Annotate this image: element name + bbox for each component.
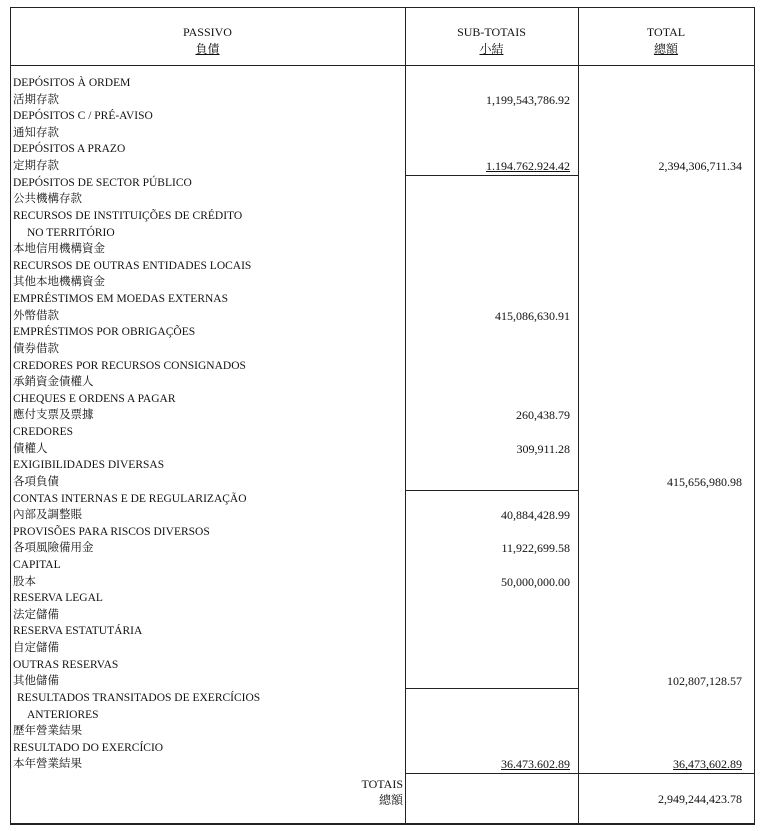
subtotal-value: 415,086,630.91 bbox=[495, 308, 570, 323]
row-label: 本年營業結果 bbox=[13, 758, 82, 771]
row-label: CREDORES bbox=[13, 426, 74, 439]
row-label: CAPITAL bbox=[13, 558, 61, 571]
row-label: 債權人 bbox=[13, 442, 48, 455]
row-label: RECURSOS DE OUTRAS ENTIDADES LOCAIS bbox=[13, 259, 252, 272]
subtotal-value: 309,911.28 bbox=[516, 441, 570, 456]
row-label: 承銷資金債權人 bbox=[13, 376, 94, 389]
subtotal-divider bbox=[405, 688, 579, 689]
subtotal-divider bbox=[405, 175, 579, 176]
row-label: EMPRÉSTIMOS EM MOEDAS EXTERNAS bbox=[13, 293, 229, 306]
table-top-border bbox=[10, 7, 755, 8]
row-label: 活期存款 bbox=[13, 93, 59, 106]
row-label: 公共機構存款 bbox=[13, 193, 82, 206]
subtotal-value: 1.194.762.924.42 bbox=[486, 159, 570, 174]
subtotal-column-divider bbox=[405, 7, 406, 824]
total-value: 415,656,980.98 bbox=[667, 474, 742, 489]
header-total bbox=[578, 24, 754, 58]
row-label: 各項負債 bbox=[13, 475, 59, 488]
row-label: EMPRÉSTIMOS POR OBRIGAÇÕES bbox=[13, 326, 196, 339]
row-label: 通知存款 bbox=[13, 126, 59, 139]
header-passivo bbox=[10, 24, 405, 58]
total-value: 102,807,128.57 bbox=[667, 674, 742, 689]
row-label: EXIGIBILIDADES DIVERSAS bbox=[13, 459, 165, 472]
row-label: RECURSOS DE INSTITUIÇÕES DE CRÉDITO bbox=[13, 209, 243, 222]
row-label: CONTAS INTERNAS E DE REGULARIZAÇÃO bbox=[13, 492, 247, 505]
row-label: DEPÓSITOS A PRAZO bbox=[13, 143, 126, 156]
row-label: RESERVA ESTATUTÁRIA bbox=[13, 625, 143, 638]
row-label: 其他本地機構資金 bbox=[13, 276, 105, 289]
row-label: 應付支票及票據 bbox=[13, 409, 94, 422]
totals-label-zh: 總額 bbox=[378, 793, 403, 807]
header-subtotais-pt: SUB-TOTAIS bbox=[457, 25, 526, 39]
row-label: 債券借款 bbox=[13, 342, 59, 355]
table-right-border bbox=[754, 7, 755, 824]
row-label: NO TERRITÓRIO bbox=[27, 226, 115, 239]
row-label: 外幣借款 bbox=[13, 309, 59, 322]
row-label: 各項風險備用金 bbox=[13, 542, 94, 555]
header-bottom-border bbox=[10, 65, 755, 66]
subtotal-value: 50,000,000.00 bbox=[501, 574, 570, 589]
subtotal-value: 40,884,428.99 bbox=[501, 508, 570, 523]
row-label: DEPÓSITOS DE SECTOR PÚBLICO bbox=[13, 176, 192, 189]
row-label: DEPÓSITOS À ORDEM bbox=[13, 77, 131, 89]
header-passivo-zh: 負債 bbox=[195, 42, 220, 56]
row-label: ANTERIORES bbox=[27, 708, 99, 721]
grand-total-value: 2,949,244,423.78 bbox=[658, 792, 742, 806]
total-value: 2,394,306,711.34 bbox=[658, 159, 742, 174]
row-label: 內部及調整賬 bbox=[13, 509, 82, 522]
row-label: RESERVA LEGAL bbox=[13, 592, 103, 605]
subtotal-value: 1,199,543,786.92 bbox=[486, 92, 570, 107]
totals-label bbox=[362, 776, 403, 808]
totals-label-pt: TOTAIS bbox=[361, 777, 403, 791]
subtotal-value: 260,438.79 bbox=[516, 408, 570, 423]
table-bottom-border bbox=[10, 823, 755, 825]
total-value: 36,473,602.89 bbox=[673, 757, 742, 772]
row-label: 定期存款 bbox=[13, 160, 59, 173]
row-label: 法定儲備 bbox=[13, 608, 59, 621]
row-label: 歷年營業結果 bbox=[13, 725, 82, 738]
row-label: DEPÓSITOS C / PRÉ-AVISO bbox=[13, 110, 153, 123]
row-label: RESULTADOS TRANSITADOS DE EXERCÍCIOS bbox=[17, 691, 261, 704]
header-passivo-pt: PASSIVO bbox=[183, 25, 232, 39]
header-total-pt: TOTAL bbox=[646, 25, 686, 39]
row-label: OUTRAS RESERVAS bbox=[13, 658, 119, 671]
row-label: 股本 bbox=[13, 575, 36, 588]
header-subtotais-zh: 小結 bbox=[479, 42, 504, 56]
subtotal-divider bbox=[405, 490, 579, 491]
row-label: CHEQUES E ORDENS A PAGAR bbox=[13, 392, 176, 405]
row-label: PROVISÕES PARA RISCOS DIVERSOS bbox=[13, 525, 210, 538]
row-label: 本地信用機構資金 bbox=[13, 243, 105, 256]
table-left-border bbox=[10, 7, 11, 824]
subtotal-value: 36.473.602.89 bbox=[501, 757, 570, 772]
row-label: 自定儲備 bbox=[13, 642, 59, 655]
row-label: 其他儲備 bbox=[13, 675, 59, 688]
header-subtotais bbox=[405, 24, 578, 58]
row-label: CREDORES POR RECURSOS CONSIGNADOS bbox=[13, 359, 246, 372]
total-column-divider bbox=[578, 7, 579, 824]
subtotal-value: 11,922,699.58 bbox=[501, 541, 570, 556]
row-label: RESULTADO DO EXERCÍCIO bbox=[13, 741, 164, 754]
header-total-zh: 總額 bbox=[653, 42, 678, 56]
